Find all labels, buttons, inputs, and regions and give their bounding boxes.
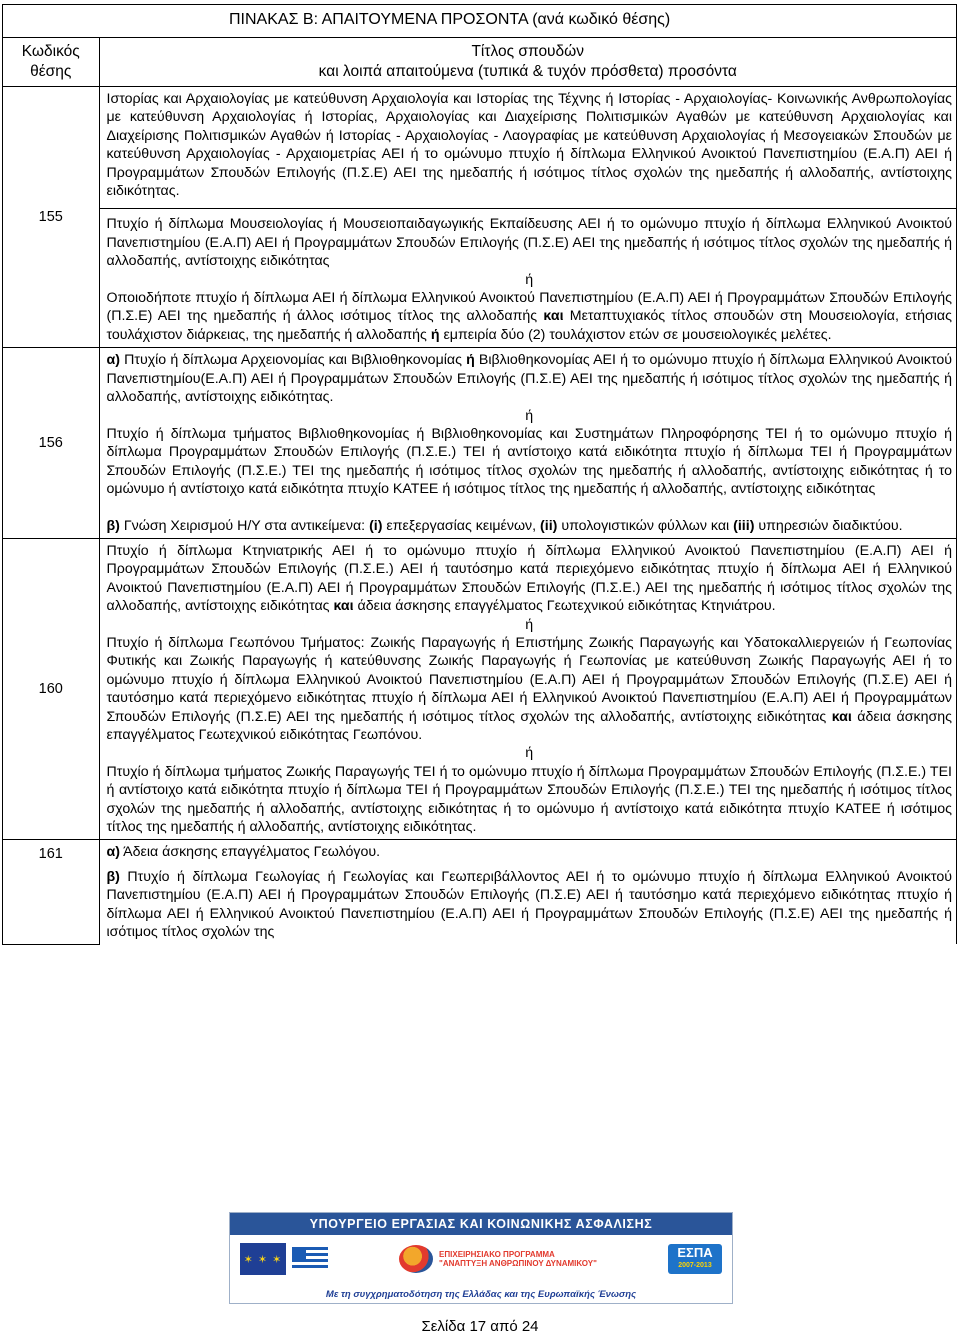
espa-logo: ΕΣΠΑ 2007-2013: [668, 1244, 722, 1274]
position-code: 156: [3, 348, 100, 539]
paragraph: Πτυχίο ή δίπλωμα Κτηνιατρικής ΑΕΙ ή το ομώνυμο πτυχίο ή δίπλωμα Ελληνικού Ανοικτού Πανεπιστημίου (Ε.Α.Π) ΑΕΙ ή Προγραμμάτων Σπουδών Επιλογής (Π.Σ.Ε.) ΑΕΙ ή ταυτόσημο κατά περιεχόμενο ειδικότητας πτυχίο ή δίπλωμα ΑΕΙ ή Ελληνικού Ανοικτού Πανεπιστημίου (Ε.Α.Π) ΑΕΙ ή Προγραμμάτων Σπουδών Επιλογής (Π.Σ.Ε.) ΑΕΙ της ημεδαπής ή ισότιμος τίτλος σχολών της αλλοδαπής, αντίστοιχης ειδικότητας και άδεια άσκησης επαγγέλματος Γεωτεχνικού ειδικότητας Κτηνιάτρου.: [106, 542, 952, 615]
qualification-text: [99, 87, 957, 348]
funding-banner: [229, 1212, 733, 1304]
position-code: 160: [3, 538, 100, 840]
or-separator: ή: [525, 745, 534, 762]
or-separator: ή: [525, 407, 534, 424]
ministry-title: ΥΠΟΥΡΓΕΙΟ ΕΡΓΑΣΙΑΣ ΚΑΙ ΚΟΙΝΩΝΙΚΗΣ ΑΣΦΑΛΙΣΗΣ: [230, 1213, 732, 1235]
qualifications-table: [2, 4, 957, 945]
paragraph: Πτυχίο ή δίπλωμα Γεωπόνου Τμήματος: Ζωικής Παραγωγής ή Επιστήμης Ζωικής Παραγωγής και Υδατοκαλλιεργειών ή Γεωπονίας Φυτικής και Ζωικής Παραγωγής ή κατεύθυνσης Ζωικής Παραγωγής ή Γεωπονίας με κατεύθυνση Ζωικής Παραγωγής ΑΕΙ ή το ομώνυμο πτυχίο ή δίπλωμα Ελληνικού Ανοικτού Πανεπιστημίου (Ε.Α.Π) ΑΕΙ ή Προγραμμάτων Σπουδών Επιλογής (Π.Σ.Ε) ΑΕΙ ή ταυτόσημο κατά περιεχόμενο ειδικότητας πτυχίο ή δίπλωμα ΑΕΙ ή Ελληνικού Ανοικτού Πανεπιστημίου (Ε.Α.Π) ΑΕΙ ή Προγραμμάτων Σπουδών Επιλογής (Π.Σ.Ε) ΑΕΙ της ημεδαπής ή ισότιμος τίτλος σχολών της αλλοδαπής, αντίστοιχης ειδικότητας και άδεια άσκησης επαγγέλματος Γεωτεχνικού ειδικότητας Γεωπόνου.: [106, 634, 952, 743]
operational-programme-logo: ΕΠΙΧΕΙΡΗΣΙΑΚΟ ΠΡΟΓΡΑΜΜΑ "ΑΝΑΠΤΥΞΗ ΑΝΘΡΩΠΙΝΟΥ ΔΥΝΑΜΙΚΟΥ": [399, 1245, 597, 1273]
programme-emblem-icon: [399, 1245, 433, 1273]
qualification-text: [99, 538, 957, 840]
paragraph: Πτυχίο ή δίπλωμα τμήματος Ζωικής Παραγωγής ΤΕΙ ή το ομώνυμο πτυχίο ή δίπλωμα Προγραμμάτων Σπουδών Επιλογής (Π.Σ.Ε.) ΤΕΙ ή αντίστοιχο κατά ειδικότητα πτυχίο ή δίπλωμα ΤΕΙ ή Προγραμμάτων Σπουδών Επιλογής (Π.Σ.Ε.) ΤΕΙ της ημεδαπής ή ισότιμος τίτλος σχολών της ημεδαπής ή αλλοδαπής, αντίστοιχης ειδικότητας ή το ομώνυμο ή αντίστοιχο κατά ειδικότητα πτυχίο ΚΑΤΕΕ ή ισότιμος τίτλος της ημεδαπής ή αλλοδαπής, αντίστοιχης ειδικότητας.: [106, 763, 952, 836]
qualification-text: [99, 348, 957, 539]
page-number: Σελίδα 17 από 24: [421, 1318, 539, 1335]
or-separator: ή: [525, 271, 534, 288]
table-header-row: [3, 38, 957, 87]
table-row-161: [3, 840, 957, 945]
paragraph: β) Πτυχίο ή δίπλωμα Γεωλογίας ή Γεωλογίας και Γεωπεριβάλλοντος ΑΕΙ ή το ομώνυμο πτυχίο ή δίπλωμα Ελληνικού Ανοικτού Πανεπιστημίου (Ε.Α.Π) ΑΕΙ ή Προγραμμάτων Σπουδών Επιλογής (Π.Σ.Ε) ΑΕΙ ή ταυτόσημο κατά περιεχόμενο ειδικότητας πτυχίο ή δίπλωμα ΑΕΙ ή Ελληνικού Ανοικτού Πανεπιστημίου (Ε.Α.Π) ΑΕΙ ή Προγραμμάτων Σπουδών Επιλογής (Π.Σ.Ε) ΑΕΙ της ημεδαπής ή ισότιμος τίτλος σχολών της: [106, 868, 952, 941]
table-row-155: [3, 87, 957, 348]
table-row-160: [3, 538, 957, 840]
code-column-header: Κωδικός θέσης: [3, 38, 100, 87]
position-code: 155: [3, 87, 100, 348]
qualification-text: [99, 840, 957, 945]
cofunding-tagline: Με τη συγχρηματοδότηση της Ελλάδας και της Ευρωπαϊκής Ένωσης: [325, 1289, 637, 1300]
table-row-156: [3, 348, 957, 539]
position-code: 161: [3, 840, 100, 945]
divider: [100, 200, 957, 209]
paragraph: Πτυχίο ή δίπλωμα τμήματος Βιβλιοθηκονομίας ή Βιβλιοθηκονομίας και Συστημάτων Πληροφόρησης ΤΕΙ ή το ομώνυμο πτυχίο ή δίπλωμα Προγραμμάτων Σπουδών Επιλογής (Π.Σ.Ε.) ΤΕΙ ή αντίστοιχο κατά ειδικότητα πτυχίο ή δίπλωμα ΤΕΙ ή Προγραμμάτων Σπουδών Επιλογής (Π.Σ.Ε.) ΤΕΙ της ημεδαπής ή ισότιμος τίτλος σχολών της ημεδαπής ή αλλοδαπής, αντίστοιχης ειδικότητας ή το ομώνυμο ή αντίστοιχο κατά ειδικότητα πτυχίο ΚΑΤΕΕ ή ισότιμος τίτλος της ημεδαπής ή αλλοδαπής, αντίστοιχης ειδικότητας: [106, 425, 952, 498]
table-title: ΠΙΝΑΚΑΣ Β: ΑΠΑΙΤΟΥΜΕΝΑ ΠΡΟΣΟΝΤΑ (ανά κωδικό θέσης): [99, 5, 957, 38]
paragraph: Πτυχίο ή δίπλωμα Μουσειολογίας ή Μουσειοπαιδαγωγικής Εκπαίδευσης ΑΕΙ ή το ομώνυμο πτυχίο ή δίπλωμα Ελληνικού Ανοικτού Πανεπιστημίου (Ε.Α.Π) ΑΕΙ ή Προγραμμάτων Σπουδών Επιλογής (Π.Σ.Ε) ΑΕΙ της ημεδαπής ή ισότιμος τίτλος σχολών της ημεδαπής ή αλλοδαπής, αντίστοιχης ειδικότητας: [106, 216, 952, 270]
paragraph: α) Πτυχίο ή δίπλωμα Αρχειονομίας και Βιβλιοθηκονομίας ή Βιβλιοθηκονομίας ΑΕΙ ή το ομώνυμο πτυχίο ή δίπλωμα Ελληνικού Ανοικτού Πανεπιστημίου(Ε.Α.Π) ΑΕΙ ή Προγραμμάτων Σπουδών Επιλογής (Π.Σ.Ε) ΑΕΙ της ημεδαπής ή ισότιμος τίτλος σχολών της ημεδαπής ή αλλοδαπής, αντίστοιχης ειδικότητας.: [106, 352, 952, 406]
logo-strip: [230, 1235, 732, 1283]
greek-flag-icon: [292, 1247, 328, 1271]
paragraph: α) Άδεια άσκησης επαγγέλματος Γεωλόγου.: [106, 844, 381, 861]
paragraph: Ιστορίας και Αρχαιολογίας με κατεύθυνση Αρχαιολογία και Ιστορίας της Τέχνης ή Ιστορίας - Αρχαιολογίας- Κοινωνικής Ανθρωπολογίας με κατεύθυνση Αρχαιολογίας ή Ιστορίας, Αρχαιολογίας και Διαχείρισης Πολιτισμικών Αγαθών με κατεύθυνση Αρχαιολογίας και Διαχείρισης Πολιτισμικών Αγαθών ή Ιστορίας - Αρχαιολογίας - Λαογραφίας με κατεύθυνση Αρχαιολογίας ή Μεσογειακών Σπουδών με κατεύθυνση Αρχαιολογίας - Αρχαιομετρίας ΑΕΙ ή το ομώνυμο πτυχίο ή δίπλωμα Ελληνικού Ανοικτού Πανεπιστημίου (Ε.Α.Π) ΑΕΙ ή Προγραμμάτων Σπουδών Επιλογής (Π.Σ.Ε) ΑΕΙ της ημεδαπής ή ισότιμος τίτλος σχολών της ημεδαπής ή αλλοδαπής, αντίστοιχης ειδικότητας.: [106, 91, 952, 200]
paragraph: β) Γνώση Χειρισμού Η/Υ στα αντικείμενα: (i) επεξεργασίας κειμένων, (ii) υπολογιστικών φύλλων και (iii) υπηρεσιών διαδικτύου.: [106, 517, 903, 534]
paragraph: Οποιοδήποτε πτυχίο ή δίπλωμα ΑΕΙ ή δίπλωμα Ελληνικού Ανοικτού Πανεπιστημίου (Ε.Α.Π) ΑΕΙ ή Προγραμμάτων Σπουδών Επιλογής (Π.Σ.Ε) ΑΕΙ της ημεδαπής ή άλλος ισότιμος τίτλος της αλλοδαπής και Μεταπτυχιακός τίτλος σπουδών στη Μουσειολογία, ετήσιας τουλάχιστον διάρκειας, της ημεδαπής ή αλλοδαπής ή εμπειρία δύο (2) τουλάχιστον ετών σε μουσειολογικές μελέτες.: [106, 290, 952, 343]
or-separator: ή: [525, 616, 534, 633]
table-title-row: [3, 5, 957, 38]
description-column-header: Τίτλος σπουδών και λοιπά απαιτούμενα (τυπικά & τυχόν πρόσθετα) προσόντα: [99, 38, 957, 87]
eu-flag-icon: ✶ ✶ ✶: [240, 1243, 286, 1275]
